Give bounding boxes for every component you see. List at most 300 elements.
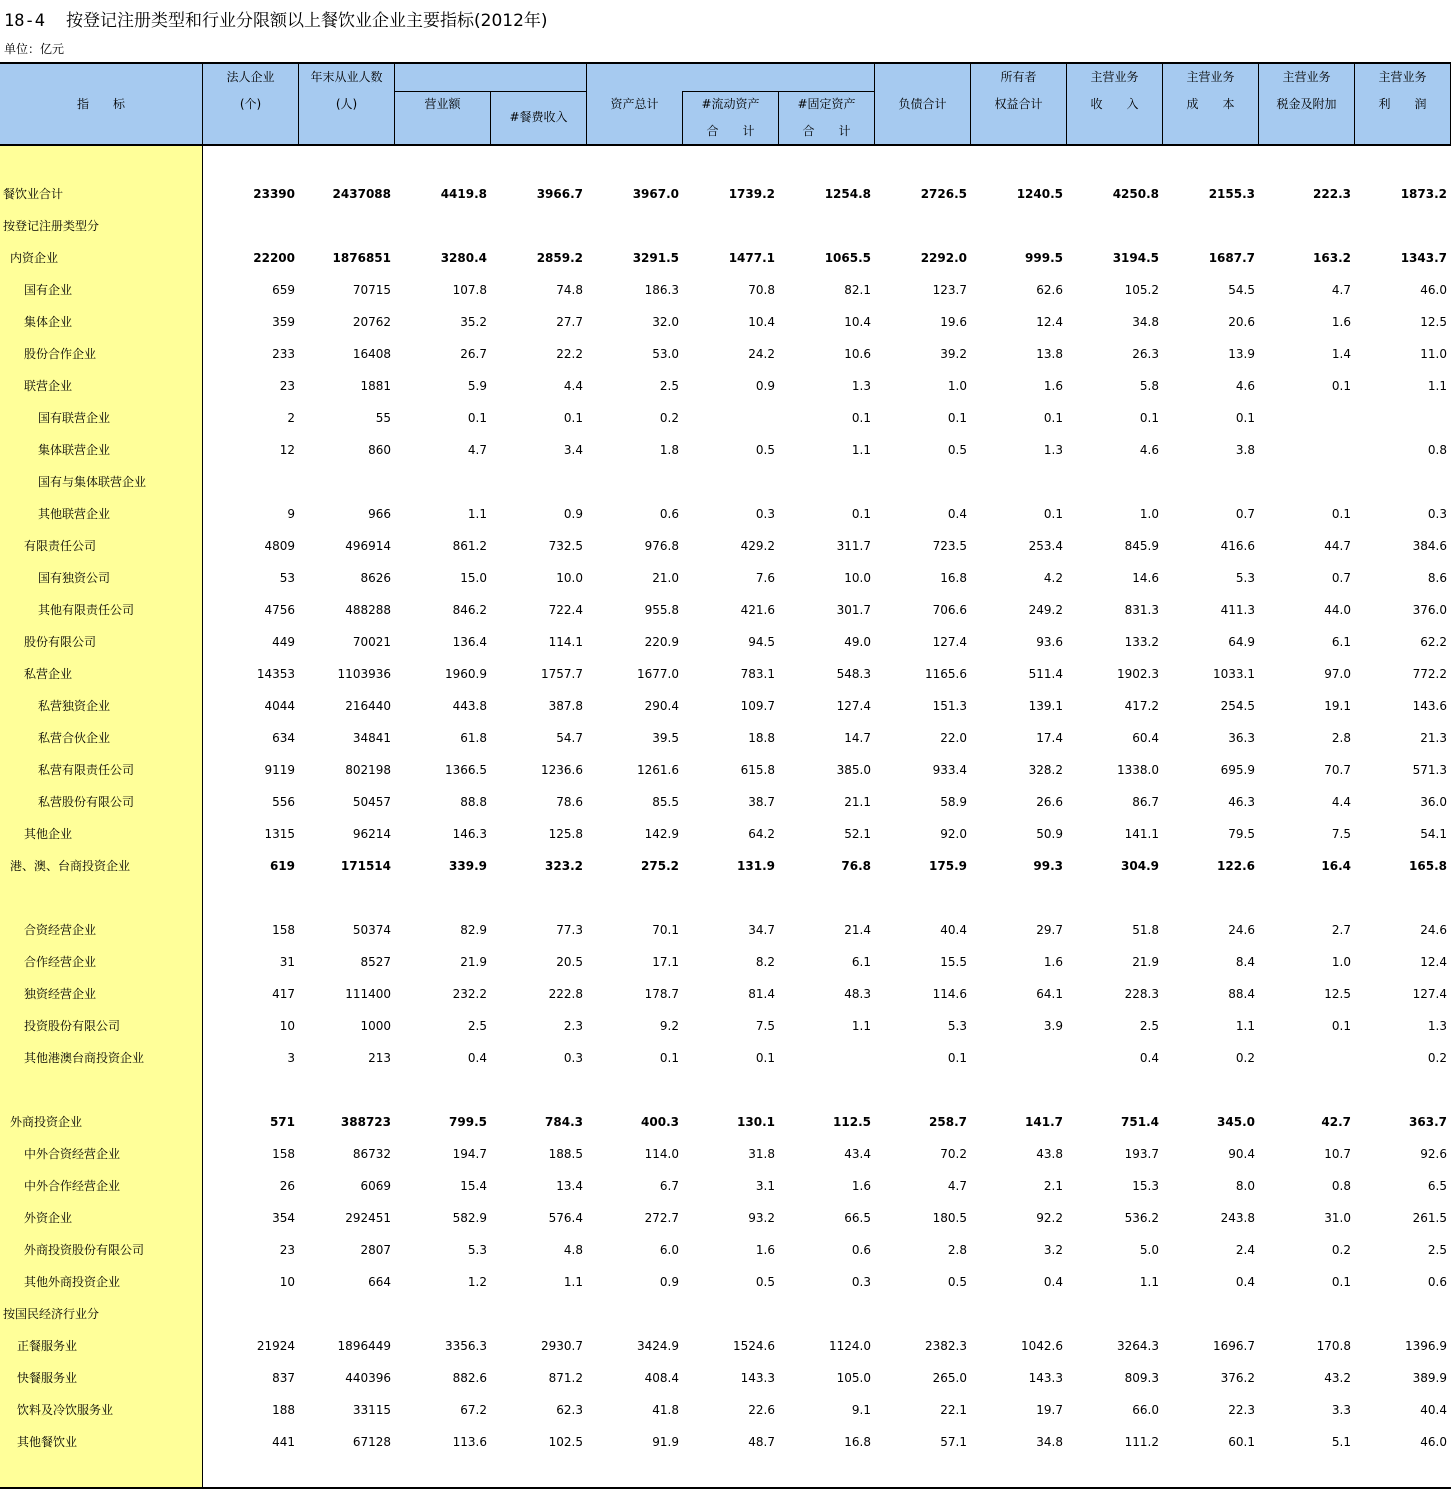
table-cell: 81.4 xyxy=(748,987,775,1001)
table-cell: 42.7 xyxy=(1321,1115,1351,1129)
table-cell: 22.2 xyxy=(556,347,583,361)
table-row xyxy=(0,658,1451,690)
table-cell: 93.2 xyxy=(748,1211,775,1225)
header-divider xyxy=(394,64,395,144)
table-cell: 0.4 xyxy=(467,1051,487,1065)
table-cell xyxy=(1355,402,1447,434)
table-cell: 0.5 xyxy=(947,443,967,457)
header-divider xyxy=(202,64,203,144)
table-cell: 70715 xyxy=(352,283,391,297)
table-cell: 228.3 xyxy=(1124,987,1159,1001)
table-cell: 19.1 xyxy=(1324,699,1351,713)
table-row xyxy=(0,306,1451,338)
table-cell: 1103936 xyxy=(337,667,391,681)
table-cell: 53.0 xyxy=(652,347,679,361)
row-label: 国有独资公司 xyxy=(38,571,111,585)
table-cell: 102.5 xyxy=(548,1435,583,1449)
table-cell: 1236.6 xyxy=(541,763,583,777)
table-row xyxy=(0,402,1451,434)
table-cell: 90.4 xyxy=(1228,1147,1255,1161)
table-cell xyxy=(779,1298,871,1330)
table-cell: 170.8 xyxy=(1316,1339,1351,1353)
table-cell: 13.9 xyxy=(1228,347,1255,361)
table-cell xyxy=(203,1298,295,1330)
table-cell: 0.1 xyxy=(755,1051,775,1065)
header-main-revenue-sub: 收 入 xyxy=(1090,97,1139,111)
table-cell: 783.1 xyxy=(740,667,775,681)
table-cell xyxy=(1355,1298,1447,1330)
table-cell: 1240.5 xyxy=(1016,187,1063,201)
table-cell: 1.4 xyxy=(1331,347,1351,361)
table-cell: 0.9 xyxy=(755,379,775,393)
header-main-tax-sub: 税金及附加 xyxy=(1276,97,1337,111)
row-label: 合资经营企业 xyxy=(24,923,97,937)
table-cell: 15.4 xyxy=(460,1179,487,1193)
table-cell: 48.7 xyxy=(748,1435,775,1449)
table-cell: 0.5 xyxy=(755,1275,775,1289)
table-row xyxy=(0,690,1451,722)
header-bottom-rule xyxy=(0,144,1451,146)
table-cell: 5.8 xyxy=(1139,379,1159,393)
table-cell: 4.6 xyxy=(1235,379,1255,393)
table-cell: 23390 xyxy=(253,187,295,201)
table-cell: 44.0 xyxy=(1324,603,1351,617)
table-cell: 21.0 xyxy=(652,571,679,585)
table-cell xyxy=(683,210,775,242)
header-main-profit: 主营业务 xyxy=(1378,70,1427,84)
table-cell: 955.8 xyxy=(644,603,679,617)
table-cell: 66.0 xyxy=(1132,1403,1159,1417)
table-cell xyxy=(1067,210,1159,242)
table-cell: 10.0 xyxy=(844,571,871,585)
table-cell: 243.8 xyxy=(1220,1211,1255,1225)
table-cell: 304.9 xyxy=(1121,859,1159,873)
row-label: 外资企业 xyxy=(24,1211,73,1225)
row-label: 按登记注册类型分 xyxy=(3,219,100,233)
table-cell: 26.7 xyxy=(460,347,487,361)
table-row xyxy=(0,786,1451,818)
header-divider xyxy=(682,91,683,144)
table-cell: 14353 xyxy=(256,667,295,681)
table-cell: 111.2 xyxy=(1124,1435,1159,1449)
table-row xyxy=(0,1330,1451,1362)
table-cell: 62.3 xyxy=(556,1403,583,1417)
table-cell: 2859.2 xyxy=(536,251,583,265)
table-cell: 3.9 xyxy=(1043,1019,1063,1033)
row-label: 私营合伙企业 xyxy=(38,731,111,745)
table-cell: 1315 xyxy=(264,827,295,841)
table-cell: 76.8 xyxy=(841,859,871,873)
table-cell: 966 xyxy=(368,507,391,521)
table-row xyxy=(0,818,1451,850)
table-cell: 22.0 xyxy=(940,731,967,745)
unit-label: 单位：亿元 xyxy=(4,42,65,56)
table-cell: 0.4 xyxy=(1139,1051,1159,1065)
header-liabilities: 负债合计 xyxy=(898,97,947,111)
table-cell: 846.2 xyxy=(452,603,487,617)
table-row xyxy=(0,434,1451,466)
table-cell: 222.3 xyxy=(1313,187,1351,201)
table-cell: 92.2 xyxy=(1036,1211,1063,1225)
table-cell: 21.9 xyxy=(1132,955,1159,969)
table-cell: 1000 xyxy=(360,1019,391,1033)
table-row xyxy=(0,914,1451,946)
table-cell: 0.3 xyxy=(1427,507,1447,521)
table-row xyxy=(0,1362,1451,1394)
table-cell: 9.1 xyxy=(851,1403,871,1417)
table-cell: 8.6 xyxy=(1427,571,1447,585)
table-cell: 131.9 xyxy=(737,859,775,873)
table-cell: 1876851 xyxy=(332,251,391,265)
table-cell: 127.4 xyxy=(1412,987,1447,1001)
table-cell: 136.4 xyxy=(452,635,487,649)
table-cell: 2.5 xyxy=(1139,1019,1159,1033)
table-cell: 254.5 xyxy=(1220,699,1255,713)
table-cell: 976.8 xyxy=(644,539,679,553)
table-cell: 784.3 xyxy=(545,1115,583,1129)
table-cell: 64.2 xyxy=(748,827,775,841)
table-cell xyxy=(971,1298,1063,1330)
table-cell: 82.9 xyxy=(460,923,487,937)
table-row xyxy=(0,946,1451,978)
table-cell: 400.3 xyxy=(641,1115,679,1129)
table-cell: 634 xyxy=(272,731,295,745)
table-cell xyxy=(1067,466,1159,498)
table-cell: 163.2 xyxy=(1313,251,1351,265)
table-cell: 13.4 xyxy=(556,1179,583,1193)
table-cell: 8626 xyxy=(360,571,391,585)
row-label: 外商投资股份有限公司 xyxy=(24,1243,145,1257)
table-cell: 21.1 xyxy=(844,795,871,809)
table-cell xyxy=(683,466,775,498)
table-cell: 2.5 xyxy=(1427,1243,1447,1257)
table-cell: 17.1 xyxy=(652,955,679,969)
table-cell: 6.0 xyxy=(659,1243,679,1257)
table-row xyxy=(0,1170,1451,1202)
table-cell: 7.6 xyxy=(755,571,775,585)
table-cell: 3 xyxy=(287,1051,295,1065)
table-cell: 0.1 xyxy=(1331,507,1351,521)
table-cell: 2.3 xyxy=(563,1019,583,1033)
table-cell: 26.6 xyxy=(1036,795,1063,809)
table-cell: 4.2 xyxy=(1043,571,1063,585)
table-row xyxy=(0,1010,1451,1042)
table-cell: 1.0 xyxy=(1331,955,1351,969)
header-subrule xyxy=(682,91,874,92)
header-main-cost-sub: 成 本 xyxy=(1186,97,1235,111)
table-cell: 10 xyxy=(279,1019,295,1033)
table-cell: 77.3 xyxy=(556,923,583,937)
table-cell: 21.3 xyxy=(1420,731,1447,745)
table-cell: 16.8 xyxy=(940,571,967,585)
table-cell: 2.8 xyxy=(947,1243,967,1257)
table-cell: 0.7 xyxy=(1235,507,1255,521)
table-cell: 92.0 xyxy=(940,827,967,841)
table-cell: 695.9 xyxy=(1220,763,1255,777)
table-cell: 751.4 xyxy=(1121,1115,1159,1129)
table-cell: 1338.0 xyxy=(1117,763,1159,777)
table-cell: 4044 xyxy=(264,699,295,713)
table-cell xyxy=(491,1298,583,1330)
table-cell: 60.1 xyxy=(1228,1435,1255,1449)
table-cell: 62.6 xyxy=(1036,283,1063,297)
header-divider xyxy=(874,64,875,144)
table-cell: 328.2 xyxy=(1028,763,1063,777)
table-cell: 70.8 xyxy=(748,283,775,297)
table-cell: 114.6 xyxy=(932,987,967,1001)
table-cell xyxy=(299,466,391,498)
table-cell: 0.9 xyxy=(563,507,583,521)
table-cell: 0.1 xyxy=(1331,1275,1351,1289)
header-employees-unit: (人) xyxy=(335,97,358,111)
table-cell: 39.2 xyxy=(940,347,967,361)
table-cell: 107.8 xyxy=(452,283,487,297)
row-label: 内资企业 xyxy=(10,251,59,265)
header-turnover: 营业额 xyxy=(424,97,461,111)
table-cell: 74.8 xyxy=(556,283,583,297)
table-cell: 43.4 xyxy=(844,1147,871,1161)
table-cell: 511.4 xyxy=(1028,667,1063,681)
table-cell: 1902.3 xyxy=(1117,667,1159,681)
table-cell: 57.1 xyxy=(940,1435,967,1449)
table-cell: 831.3 xyxy=(1124,603,1159,617)
table-cell: 36.0 xyxy=(1420,795,1447,809)
table-cell xyxy=(491,210,583,242)
table-cell: 35.2 xyxy=(460,315,487,329)
table-cell: 2437088 xyxy=(332,187,391,201)
row-label: 其他外商投资企业 xyxy=(24,1275,121,1289)
table-cell: 1.3 xyxy=(1427,1019,1447,1033)
table-cell: 165.8 xyxy=(1409,859,1447,873)
table-cell: 21924 xyxy=(256,1339,295,1353)
table-cell: 1396.9 xyxy=(1405,1339,1447,1353)
table-cell: 22.6 xyxy=(748,1403,775,1417)
table-cell: 723.5 xyxy=(932,539,967,553)
row-label: 国有与集体联营企业 xyxy=(38,475,147,489)
table-cell: 799.5 xyxy=(449,1115,487,1129)
header-main-profit-sub: 利 润 xyxy=(1378,97,1427,111)
table-row xyxy=(0,850,1451,882)
table-cell: 3424.9 xyxy=(637,1339,679,1353)
row-label: 私营有限责任公司 xyxy=(38,763,135,777)
table-cell: 70.1 xyxy=(652,923,679,937)
table-cell: 385.0 xyxy=(836,763,871,777)
table-cell: 9.2 xyxy=(659,1019,679,1033)
table-cell: 0.1 xyxy=(563,411,583,425)
table-cell: 4.7 xyxy=(947,1179,967,1193)
table-cell: 1.6 xyxy=(851,1179,871,1193)
table-cell: 388723 xyxy=(340,1115,391,1129)
table-cell: 91.9 xyxy=(652,1435,679,1449)
table-cell: 8527 xyxy=(360,955,391,969)
table-row xyxy=(0,754,1451,786)
table-cell: 732.5 xyxy=(548,539,583,553)
header-indicator: 指 标 xyxy=(76,97,125,111)
table-cell: 7.5 xyxy=(755,1019,775,1033)
table-cell: 290.4 xyxy=(644,699,679,713)
table-cell: 24.6 xyxy=(1420,923,1447,937)
table-cell: 1.1 xyxy=(467,507,487,521)
table-cell xyxy=(683,1298,775,1330)
table-cell: 3.1 xyxy=(755,1179,775,1193)
table-cell: 114.0 xyxy=(644,1147,679,1161)
table-cell: 2726.5 xyxy=(920,187,967,201)
table-cell xyxy=(587,210,679,242)
table-cell: 536.2 xyxy=(1124,1211,1159,1225)
table-cell xyxy=(1259,1298,1351,1330)
table-row xyxy=(0,562,1451,594)
table-cell: 31 xyxy=(279,955,295,969)
table-row xyxy=(0,1266,1451,1298)
table-cell: 571.3 xyxy=(1412,763,1447,777)
table-cell: 34841 xyxy=(352,731,391,745)
table-cell: 34.8 xyxy=(1132,315,1159,329)
table-cell: 339.9 xyxy=(449,859,487,873)
table-row xyxy=(0,338,1451,370)
table-cell: 46.3 xyxy=(1228,795,1255,809)
table-cell: 94.5 xyxy=(748,635,775,649)
table-cell: 1687.7 xyxy=(1208,251,1255,265)
table-cell: 40.4 xyxy=(1420,1403,1447,1417)
table-cell: 429.2 xyxy=(740,539,775,553)
table-cell: 54.7 xyxy=(556,731,583,745)
row-label: 其他企业 xyxy=(24,827,73,841)
table-cell: 4.6 xyxy=(1139,443,1159,457)
table-cell xyxy=(971,466,1063,498)
table-cell: 1.0 xyxy=(1139,507,1159,521)
table-cell: 2.5 xyxy=(467,1019,487,1033)
row-label: 快餐服务业 xyxy=(17,1371,78,1385)
table-cell: 1.0 xyxy=(947,379,967,393)
row-label: 其他港澳台商投资企业 xyxy=(24,1051,145,1065)
table-cell: 408.4 xyxy=(644,1371,679,1385)
table-cell: 60.4 xyxy=(1132,731,1159,745)
table-cell: 1261.6 xyxy=(637,763,679,777)
table-row xyxy=(0,594,1451,626)
table-cell: 411.3 xyxy=(1220,603,1255,617)
table-cell: 0.2 xyxy=(1235,1051,1255,1065)
table-cell: 5.3 xyxy=(1235,571,1255,585)
table-cell: 2.1 xyxy=(1043,1179,1063,1193)
table-cell xyxy=(683,402,775,434)
table-cell: 1.3 xyxy=(851,379,871,393)
table-cell: 15.5 xyxy=(940,955,967,969)
table-cell: 54.5 xyxy=(1228,283,1255,297)
table-cell: 0.6 xyxy=(851,1243,871,1257)
table-cell: 43.8 xyxy=(1036,1147,1063,1161)
table-cell: 216440 xyxy=(345,699,391,713)
table-cell: 1.1 xyxy=(1235,1019,1255,1033)
header-legal-units-unit: (个) xyxy=(239,97,262,111)
table-cell xyxy=(491,466,583,498)
table-cell: 0.1 xyxy=(659,1051,679,1065)
table-cell: 16.8 xyxy=(844,1435,871,1449)
table-cell: 127.4 xyxy=(932,635,967,649)
table-row xyxy=(0,530,1451,562)
table-cell: 376.0 xyxy=(1412,603,1447,617)
table-cell: 111400 xyxy=(345,987,391,1001)
table-cell: 0.1 xyxy=(1043,411,1063,425)
table-cell: 1.6 xyxy=(1043,379,1063,393)
table-cell: 130.1 xyxy=(737,1115,775,1129)
table-cell: 619 xyxy=(269,859,295,873)
row-label: 国有联营企业 xyxy=(38,411,111,425)
table-cell: 1.1 xyxy=(1427,379,1447,393)
header-divider xyxy=(1066,64,1067,144)
table-cell: 122.6 xyxy=(1217,859,1255,873)
table-cell: 496914 xyxy=(345,539,391,553)
table-cell: 50457 xyxy=(352,795,391,809)
table-cell xyxy=(875,1298,967,1330)
table-cell: 1254.8 xyxy=(824,187,871,201)
table-cell: 871.2 xyxy=(548,1371,583,1385)
table-cell: 253.4 xyxy=(1028,539,1063,553)
table-cell: 5.0 xyxy=(1139,1243,1159,1257)
table-cell: 143.3 xyxy=(1028,1371,1063,1385)
table-cell: 113.6 xyxy=(452,1435,487,1449)
table-cell: 802198 xyxy=(345,763,391,777)
table-cell: 12.5 xyxy=(1420,315,1447,329)
table-cell: 1343.7 xyxy=(1400,251,1447,265)
table-cell: 12.5 xyxy=(1324,987,1351,1001)
table-cell: 20.6 xyxy=(1228,315,1255,329)
table-cell: 67.2 xyxy=(460,1403,487,1417)
header-divider xyxy=(1354,64,1355,144)
table-cell: 171514 xyxy=(340,859,391,873)
table-cell: 548.3 xyxy=(836,667,871,681)
table-title: 按登记注册类型和行业分限额以上餐饮业企业主要指标(2012年) xyxy=(66,11,548,31)
table-cell: 659 xyxy=(272,283,295,297)
table-cell: 48.3 xyxy=(844,987,871,1001)
table-cell: 232.2 xyxy=(452,987,487,1001)
table-cell: 441 xyxy=(272,1435,295,1449)
table-cell: 3280.4 xyxy=(440,251,487,265)
table-cell: 8.2 xyxy=(755,955,775,969)
header-divider xyxy=(586,64,587,144)
row-label: 合作经营企业 xyxy=(24,955,97,969)
table-cell: 3291.5 xyxy=(632,251,679,265)
table-cell xyxy=(1355,466,1447,498)
table-row xyxy=(0,466,1451,498)
table-cell: 2.8 xyxy=(1331,731,1351,745)
table-cell: 571 xyxy=(269,1115,295,1129)
table-cell: 292451 xyxy=(345,1211,391,1225)
table-cell: 363.7 xyxy=(1409,1115,1447,1129)
table-cell: 0.8 xyxy=(1331,1179,1351,1193)
table-number: 18-4 xyxy=(4,11,45,31)
table-cell: 32.0 xyxy=(652,315,679,329)
table-cell: 1065.5 xyxy=(824,251,871,265)
table-cell: 2382.3 xyxy=(925,1339,967,1353)
table-cell: 194.7 xyxy=(452,1147,487,1161)
row-label: 按国民经济行业分 xyxy=(3,1307,100,1321)
table-cell: 1477.1 xyxy=(728,251,775,265)
table-cell: 0.3 xyxy=(851,1275,871,1289)
table-cell: 2.5 xyxy=(659,379,679,393)
table-cell xyxy=(587,466,679,498)
table-cell: 85.5 xyxy=(652,795,679,809)
table-cell xyxy=(203,210,295,242)
table-cell: 0.5 xyxy=(755,443,775,457)
table-cell: 22.3 xyxy=(1228,1403,1255,1417)
page-title xyxy=(4,6,548,32)
table-cell xyxy=(299,210,391,242)
table-cell: 14.6 xyxy=(1132,571,1159,585)
table-cell: 39.5 xyxy=(652,731,679,745)
header-divider xyxy=(298,64,299,144)
table-cell xyxy=(1163,466,1255,498)
table-cell: 301.7 xyxy=(836,603,871,617)
